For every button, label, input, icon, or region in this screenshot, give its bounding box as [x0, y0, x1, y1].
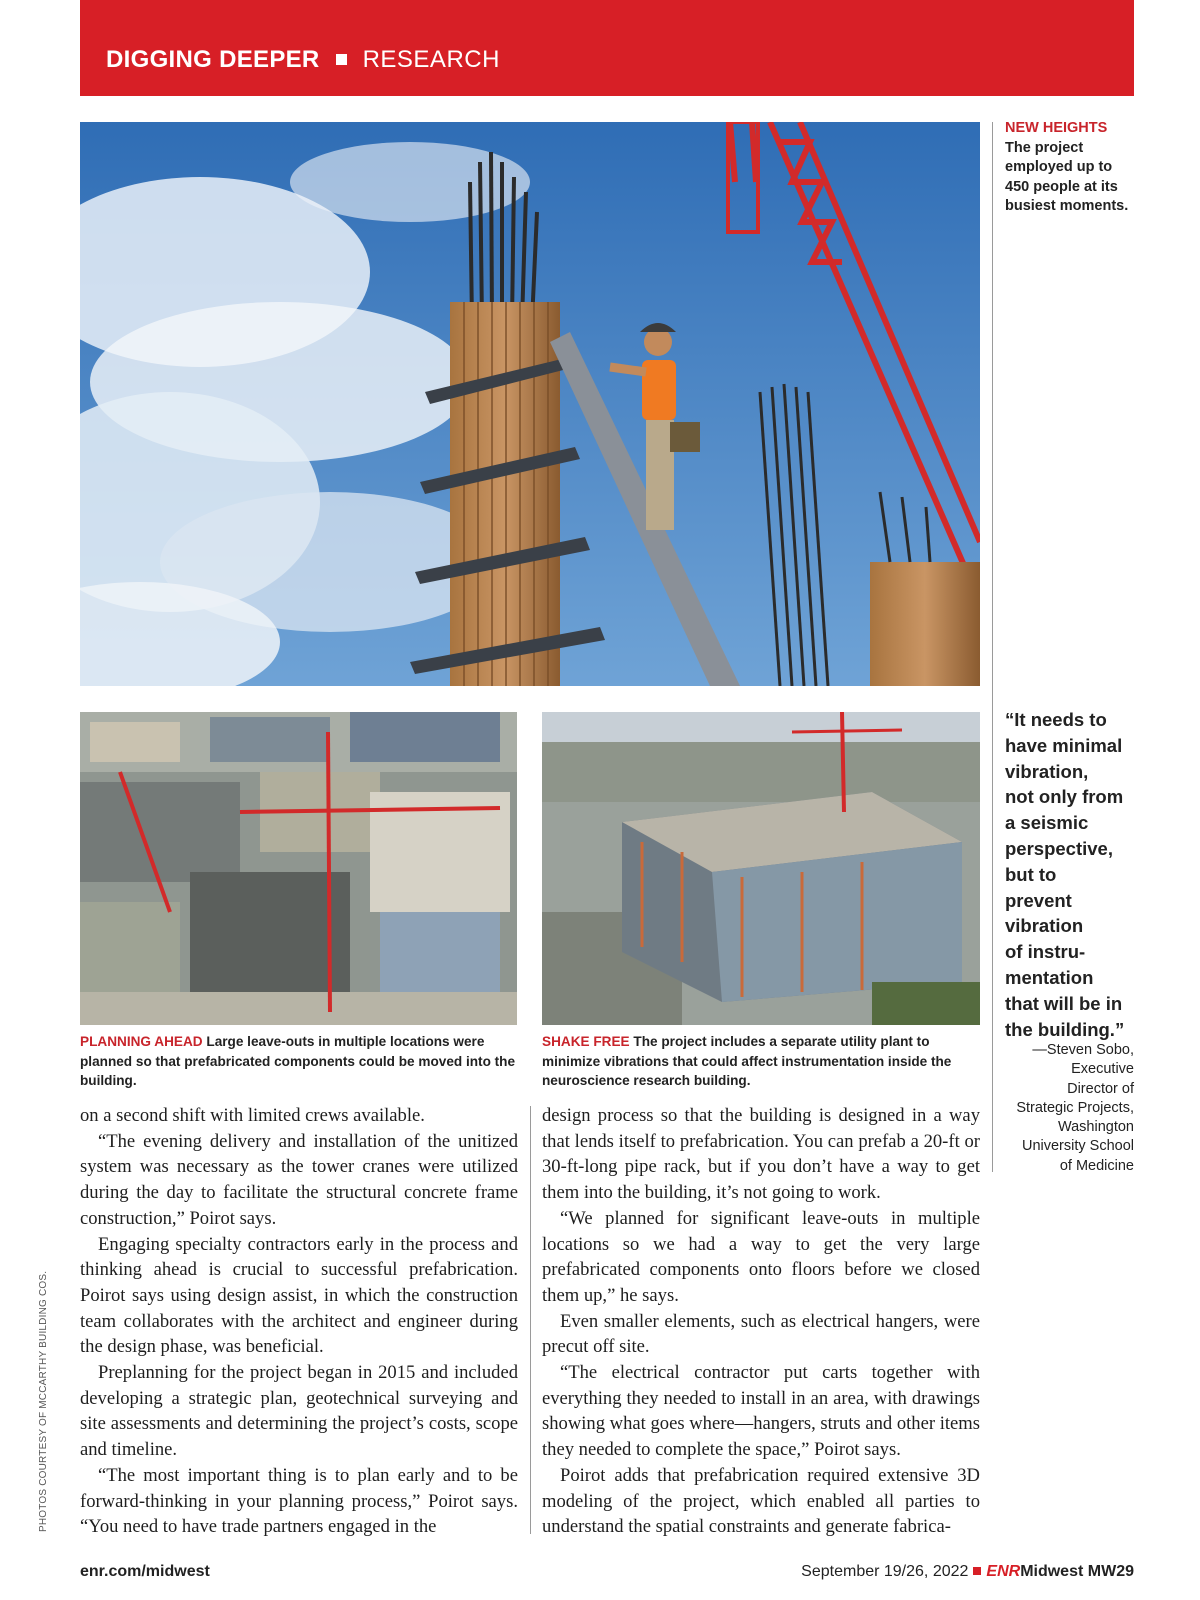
caption-text: Large leave-outs in multiple locations were planned so that prefabricated components could be moved into the building. — [80, 1034, 516, 1088]
quote-line: mentation — [1005, 966, 1094, 988]
quote-line: perspective, — [1005, 837, 1113, 859]
banner-text — [106, 46, 500, 74]
footer-folio — [801, 1563, 1134, 1581]
attribution-line: —Steven Sobo, — [1032, 1042, 1134, 1058]
quote-line: vibration — [1005, 915, 1084, 937]
subsection-title: RESEARCH — [362, 46, 500, 73]
caption-text: The project employed up to 450 people at its busiest moments. — [1005, 139, 1129, 214]
body-paragraph: “The electrical contractor put carts together with everything they needed to install in an area, with drawings showing what goes where—hangers, struts and other items they needed to complete the space,” Poirot says. — [542, 1362, 980, 1461]
page-number: MW29 — [1087, 1563, 1134, 1580]
photo-caption-shake-free — [542, 1032, 982, 1091]
body-paragraph: “The most important thing is to plan early and to be forward-thinking in your planning process,” Poirot says. “You need to have trade partners engaged in the — [80, 1464, 518, 1538]
sidebar-rule — [992, 122, 993, 1172]
quote-line: vibration, — [1005, 760, 1089, 782]
body-paragraph: “We planned for significant leave-outs in multiple locations so we had a way to get the very large prefabricated components onto floors before we closed them up,” he says. — [542, 1207, 980, 1306]
attribution-line: University School — [1021, 1138, 1134, 1155]
body-paragraph: Poirot adds that prefabrication required extensive 3D modeling of the project, which enabled all parties to understand the spatial constraints and generate fabrica- — [542, 1464, 980, 1538]
photo-credit: PHOTOS COURTESY OF MCCARTHY BUILDING COS. — [38, 1270, 49, 1532]
body-paragraph: Engaging specialty contractors early in the process and thinking ahead is crucial to successful prefabrication. Poirot says using design assist, in which the construction team collaborates with the architect and engineer during the design phase, was beneficial. — [80, 1233, 518, 1358]
quote-line: but to — [1005, 863, 1057, 885]
body-column-left — [80, 1103, 518, 1540]
body-paragraph: Preplanning for the project began in 2015 and included developing a strategic plan, geotechnical surveying and site assessments and determining the project’s costs, scope and timeline. — [80, 1362, 518, 1461]
square-separator-icon — [336, 54, 347, 65]
aerial-photo-right-illustration — [542, 712, 980, 1025]
attribution-line: Director of — [1067, 1080, 1134, 1097]
quote-line: prevent — [1005, 889, 1072, 911]
caption-kicker: SHAKE FREE — [542, 1034, 630, 1049]
photo-caption-planning-ahead — [80, 1032, 520, 1091]
square-separator-icon — [973, 1567, 981, 1575]
quote-line: that will be in — [1005, 992, 1123, 1014]
brand-edition: Midwest — [1020, 1563, 1084, 1580]
pull-quote-attribution — [1000, 1041, 1134, 1176]
attribution-line: Executive — [1071, 1061, 1134, 1078]
quote-line: have minimal — [1005, 734, 1123, 756]
main-photo-illustration — [80, 122, 980, 686]
attribution-line: of Medicine — [1059, 1157, 1134, 1174]
quote-line: of instru- — [1005, 941, 1086, 963]
aerial-photo-left — [80, 712, 517, 1025]
aerial-photo-right — [542, 712, 980, 1025]
aerial-photo-left-illustration — [80, 712, 517, 1025]
footer-url[interactable]: enr.com/midwest — [80, 1563, 210, 1580]
pull-quote — [1005, 707, 1140, 1042]
caption-kicker: NEW HEIGHTS — [1005, 120, 1108, 136]
body-paragraph: Even smaller elements, such as electrical hangers, were precut off site. — [542, 1310, 980, 1358]
section-title: DIGGING DEEPER — [106, 46, 320, 73]
photo-caption-new-heights — [1005, 119, 1137, 217]
attribution-line: Strategic Projects, — [1016, 1099, 1134, 1116]
body-column-right — [542, 1103, 980, 1540]
caption-kicker: PLANNING AHEAD — [80, 1034, 203, 1049]
quote-line: not only from — [1005, 786, 1124, 808]
caption-text: The project includes a separate utility plant to minimize vibrations that could affect instrumentation inside the neuroscience research building. — [542, 1034, 952, 1088]
issue-date: September 19/26, 2022 — [801, 1563, 969, 1580]
brand-enr: ENR — [986, 1563, 1021, 1580]
body-paragraph: design process so that the building is designed in a way that lends itself to prefabrication. You can prefab a 20-ft or 30-ft-long pipe rack, but if you don’t have a way to get them into the building, it’s not going to work. — [542, 1105, 980, 1204]
quote-line: a seismic — [1005, 812, 1089, 834]
attribution-line: Washington — [1057, 1119, 1134, 1136]
body-paragraph: “The evening delivery and installation of the unitized system was necessary as the tower cranes were utilized during the day to facilitate the structural concrete frame construction,” Poirot says. — [80, 1130, 518, 1229]
quote-line: “It needs to — [1005, 709, 1107, 730]
body-paragraph: on a second shift with limited crews available. — [80, 1105, 425, 1126]
section-banner — [80, 0, 1134, 96]
quote-line: the building.” — [1005, 1018, 1125, 1040]
column-rule — [530, 1106, 531, 1534]
main-photo — [80, 122, 980, 686]
